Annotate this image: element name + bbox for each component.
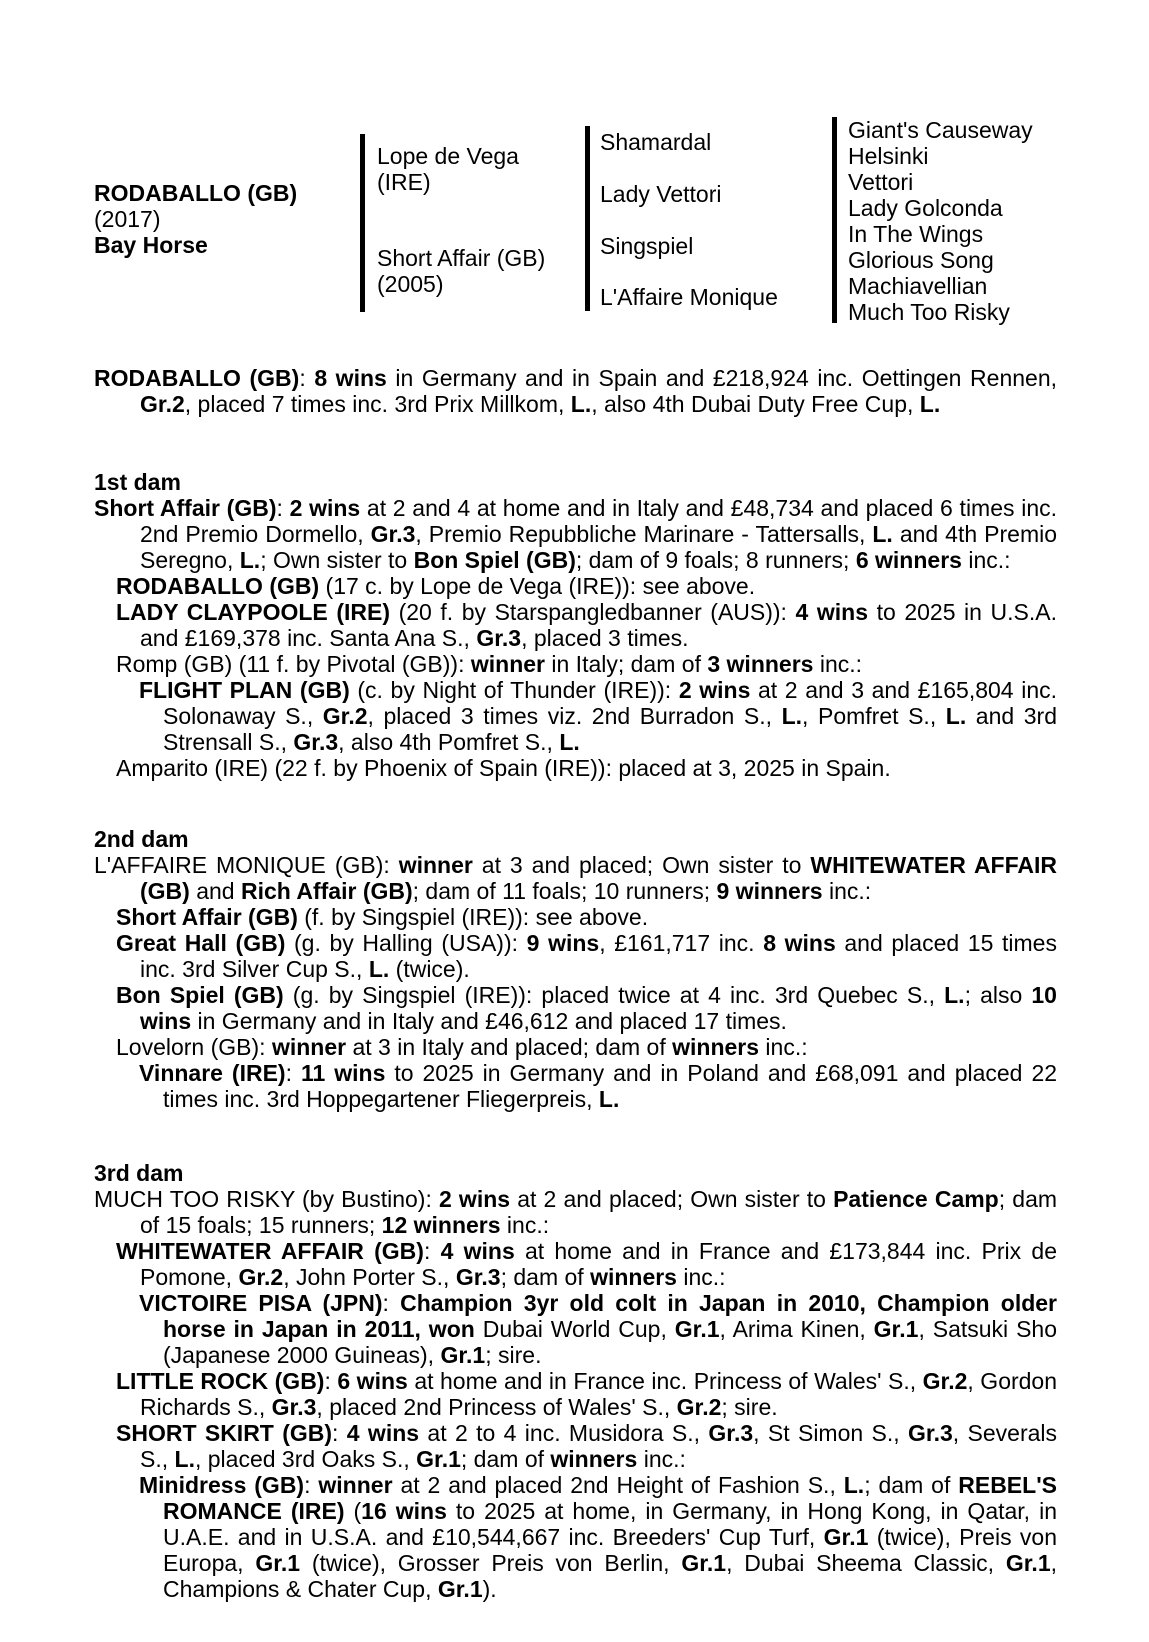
- summary-paragraph: RODABALLO (GB): 8 wins in Germany and in Spain and £218,924 inc. Oettingen Rennen, Gr.2, placed 7 times inc. 3rd Prix Millkom, L., also 4th Dubai Duty Free Cup, L.: [94, 365, 1058, 417]
- section-heading: 3rd dam: [94, 1160, 184, 1186]
- great-grandparent: Giant's Causeway: [848, 117, 1033, 143]
- sire-name: Lope de Vega: [377, 143, 519, 169]
- great-grandparent: Helsinki: [848, 143, 929, 169]
- grandparent: L'Affaire Monique: [600, 284, 778, 310]
- horse-description: Bay Horse: [94, 232, 208, 258]
- progeny-entry: FLIGHT PLAN (GB) (c. by Night of Thunder (IRE)): 2 wins at 2 and 3 and £165,804 inc. Solonaway S., Gr.2, placed 3 times viz. 2nd Burradon S., L., Pomfret S., L. and 3rd Strensall S., Gr.3, also 4th Pomfret S., L.: [139, 677, 1057, 755]
- race-summary: [94, 365, 1057, 417]
- grandparent: Singspiel: [600, 233, 694, 259]
- pedigree-sire: [377, 143, 519, 195]
- dam-paragraph: L'AFFAIRE MONIQUE (GB): winner at 3 and placed; Own sister to WHITEWATER AFFAIR (GB) and Rich Affair (GB); dam of 11 foals; 10 runners; 9 winners inc.:: [94, 852, 1057, 904]
- pedigree-dam: [377, 245, 545, 297]
- progeny-entry: WHITEWATER AFFAIR (GB): 4 wins at home and in France and £173,844 inc. Prix de Pomone, Gr.2, John Porter S., Gr.3; dam of winners inc.:: [116, 1238, 1057, 1290]
- progeny-entry: Short Affair (GB) (f. by Singspiel (IRE)): see above.: [116, 904, 649, 930]
- horse-year: (2017): [94, 206, 161, 232]
- progeny-entry: Minidress (GB): winner at 2 and placed 2nd Height of Fashion S., L.; dam of REBEL'S ROMANCE (IRE) (16 wins to 2025 at home, in Germany, in Hong Kong, in Qatar, in U.A.E. and in U.S.A. and £10,544,667 inc. Breeders' Cup Turf, Gr.1 (twice), Preis von Europa, Gr.1 (twice), Grosser Preis von Berlin, Gr.1, Dubai Sheema Classic, Gr.1, Champions & Chater Cup, Gr.1).: [139, 1472, 1058, 1602]
- section-heading: 2nd dam: [94, 826, 189, 852]
- dam-paragraph: MUCH TOO RISKY (by Bustino): 2 wins at 2 and placed; Own sister to Patience Camp; dam of 15 foals; 15 runners; 12 winners inc.:: [94, 1186, 1058, 1238]
- first-dam-section: [94, 469, 1057, 781]
- second-dam-section: [94, 826, 1057, 1112]
- great-grandparent: Much Too Risky: [848, 299, 1010, 325]
- great-grandparent: In The Wings: [848, 221, 984, 247]
- progeny-entry: SHORT SKIRT (GB): 4 wins at 2 to 4 inc. Musidora S., Gr.3, St Simon S., Gr.3, Severals S., L., placed 3rd Oaks S., Gr.1; dam of winners inc.:: [116, 1420, 1058, 1472]
- progeny-entry: Bon Spiel (GB) (g. by Singspiel (IRE)): placed twice at 4 inc. 3rd Quebec S., L.; also 10 wins in Germany and in Italy and £46,612 and placed 17 times.: [116, 982, 1057, 1034]
- progeny-entry: VICTOIRE PISA (JPN): Champion 3yr old colt in Japan in 2010, Champion older horse in Japan in 2011, won Dubai World Cup, Gr.1, Arima Kinen, Gr.1, Satsuki Sho (Japanese 2000 Guineas), Gr.1; sire.: [139, 1290, 1058, 1368]
- progeny-entry: Lovelorn (GB): winner at 3 in Italy and placed; dam of winners inc.:: [116, 1034, 808, 1060]
- dam-year: (2005): [377, 271, 444, 297]
- horse-name: RODABALLO (GB): [94, 180, 298, 206]
- progeny-entry: Vinnare (IRE): 11 wins to 2025 in Germany and in Poland and £68,091 and placed 22 times inc. 3rd Hoppegartener Fliegerpreis, L.: [139, 1060, 1058, 1112]
- grandparent: Lady Vettori: [600, 181, 722, 207]
- section-heading: 1st dam: [94, 469, 181, 495]
- pedigree-horse: [94, 180, 297, 258]
- grandparent: Shamardal: [600, 129, 712, 155]
- pedigree-divider: [360, 134, 365, 312]
- progeny-entry: Amparito (IRE) (22 f. by Phoenix of Spain (IRE)): placed at 3, 2025 in Spain.: [116, 755, 891, 781]
- progeny-entry: Great Hall (GB) (g. by Halling (USA)): 9 wins, £161,717 inc. 8 wins and placed 15 times inc. 3rd Silver Cup S., L. (twice).: [116, 930, 1057, 982]
- progeny-entry: Romp (GB) (11 f. by Pivotal (GB)): winner in Italy; dam of 3 winners inc.:: [116, 651, 863, 677]
- dam-name: Short Affair (GB): [377, 245, 546, 271]
- great-grandparent: Glorious Song: [848, 247, 994, 273]
- dam-paragraph: Short Affair (GB): 2 wins at 2 and 4 at home and in Italy and £48,734 and placed 6 times inc. 2nd Premio Dormello, Gr.3, Premio Repubbliche Marinare - Tattersalls, L. and 4th Premio Seregno, L.; Own sister to Bon Spiel (GB); dam of 9 foals; 8 runners; 6 winners inc.:: [94, 495, 1058, 573]
- progeny-entry: LADY CLAYPOOLE (IRE) (20 f. by Starspangledbanner (AUS)): 4 wins to 2025 in U.S.A. and £169,378 inc. Santa Ana S., Gr.3, placed 3 times.: [116, 599, 1057, 651]
- great-grandparent: Machiavellian: [848, 273, 988, 299]
- great-grandparent: Lady Golconda: [848, 195, 1003, 221]
- third-dam-section: [94, 1160, 1057, 1602]
- great-grandparent: Vettori: [848, 169, 914, 195]
- pedigree-divider: [832, 117, 837, 323]
- progeny-entry: LITTLE ROCK (GB): 6 wins at home and in France inc. Princess of Wales' S., Gr.2, Gordon Richards S., Gr.3, placed 2nd Princess of Wales' S., Gr.2; sire.: [116, 1368, 1058, 1420]
- pedigree-divider: [585, 126, 590, 311]
- sire-country: (IRE): [377, 169, 431, 195]
- great-grandparents: [848, 117, 1033, 325]
- progeny-entry: RODABALLO (GB) (17 c. by Lope de Vega (IRE)): see above.: [116, 573, 756, 599]
